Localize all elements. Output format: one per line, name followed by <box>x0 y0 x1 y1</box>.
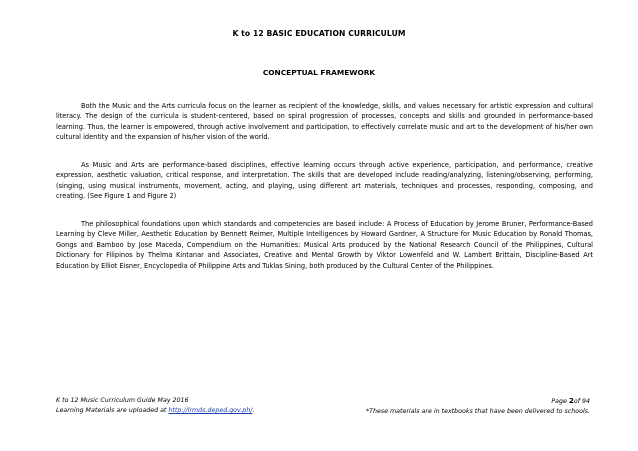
footer-right <box>366 396 590 417</box>
page-prefix: Page <box>551 398 569 405</box>
document-title: K to 12 BASIC EDUCATION CURRICULUM <box>232 29 406 38</box>
footer-upload-line <box>56 406 254 416</box>
paragraph-intro: Both the Music and the Arts curricula focus on the learner as recipient of the knowledge, skills, and values necessary for artistic expression and cultural literacy. The design of the curricula is student-centered, based on spiral progression of processes, concepts and skills and grounded in performance-based learning. Thus, the learner is empowered, through active involvement and participation, to effectively correlate music and art to the development of his/her own cultural identity and the expansion of his/her vision of the world. <box>56 102 593 142</box>
page-total: of 94 <box>573 398 590 405</box>
section-title: CONCEPTUAL FRAMEWORK <box>262 68 376 77</box>
paragraph-foundations: The philosophical foundations upon which standards and competencies are based include: A Process of Education by Jerome Bruner, Performance-Based Learning by Cleve Miller, Aesthetic Education by Bennett Reimer, Multiple Intelligences by Howard Gardner, A Structure for Music Education by Ronald Thomas, Gongs and Bamboo by Jose Maceda, Compendium on the Humanities: Musical Arts produced by the National Research Council of the Philippines, Cultural Dictionary for Filipinos by Thelma Kintanar and Associates, Creative and Mental Growth by Viktor Lowenfeld and W. Lambert Brittain, Discipline-Based Art Education by Elliot Eisner, Encyclopedia of Philippine Arts and Tuklas Sining, both produced by the Cultural Center of the Philippines. <box>56 220 593 270</box>
textbook-note: *These materials are in textbooks that have been delivered to schools. <box>365 408 590 415</box>
lrmds-link[interactable]: http://lrmds.deped.gov.ph/ <box>168 407 253 414</box>
page-number: 2 <box>568 396 574 405</box>
paragraph-performance: As Music and Arts are performance-based disciplines, effective learning occurs through active experience, participation, and performance, creative expression, aesthetic valuation, critical response, and interpretation. The skills that are developed include reading/analyzing, listening/observing, performing, (singing, using musical instruments, movement, acting, and playing, using different art materials, techniques and processes, responding, composing, and creating. (See Figure 1 and Figure 2) <box>56 161 593 201</box>
footer-guide-title: K to 12 Music Curriculum Guide May 2016 <box>56 397 189 404</box>
page-indicator <box>366 396 590 407</box>
footer-upload-suffix: . <box>252 407 255 414</box>
footer-left <box>56 396 254 416</box>
footer-upload-prefix: Learning Materials are uploaded at <box>56 407 169 414</box>
